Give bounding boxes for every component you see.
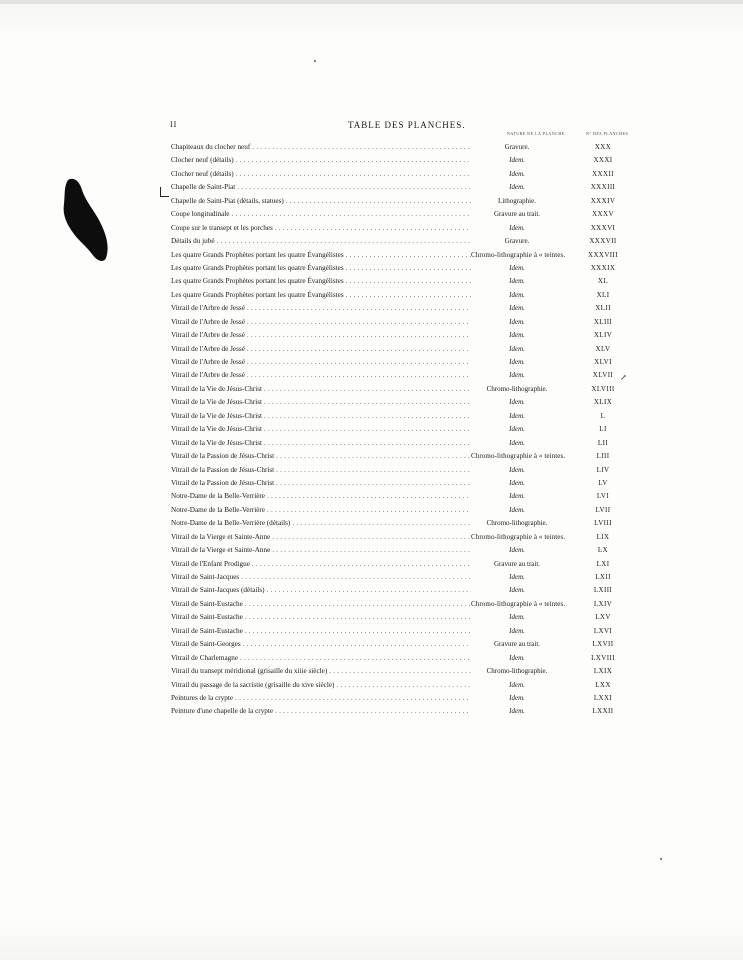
table-row: [171, 249, 621, 262]
plate-nature: Idem.: [509, 263, 525, 272]
plate-number: LXII: [595, 573, 611, 581]
table-row: [171, 222, 621, 235]
plate-title: Détails du jubé . . .: [171, 235, 471, 248]
table-row: [171, 369, 621, 382]
plate-number: XLVII: [592, 371, 614, 380]
plate-number: XLIII: [593, 317, 613, 326]
table-row: [171, 490, 621, 503]
plate-nature: Chromo-lithographie.: [486, 667, 548, 676]
table-row: [171, 383, 621, 396]
plate-number: LXV: [595, 613, 611, 622]
plate-number: LVIII: [594, 519, 612, 528]
plate-number: XXXVIII: [587, 250, 618, 259]
table-row: [171, 262, 621, 275]
plate-nature: Chromo-lithographie à « teintes.: [471, 532, 566, 541]
plate-number: LXI: [596, 559, 610, 568]
table-row: [171, 517, 621, 530]
table-row: [171, 316, 621, 329]
plate-title: Les quatre Grands Prophètes portant les quatre Évangélistes . . .: [171, 249, 471, 262]
plate-number: XLII: [595, 304, 611, 313]
plate-nature: Idem.: [509, 183, 525, 192]
plate-nature: Idem.: [509, 626, 525, 635]
plate-nature: Idem.: [509, 546, 525, 555]
table-row: [171, 464, 621, 477]
plate-number: LXVII: [592, 640, 614, 649]
plate-title: Notre-Dame de la Belle-Verrière . . .: [171, 504, 471, 517]
plate-nature: Idem.: [509, 344, 525, 353]
plate-title: Vitrail de Charlemagne . . .: [171, 652, 471, 665]
plate-title: Vitrail de la Passion de Jésus-Christ . . .: [171, 464, 471, 477]
plate-nature: Idem.: [509, 693, 525, 702]
table-row: [171, 531, 621, 544]
plate-number: LXIII: [593, 586, 613, 595]
plate-nature: Idem.: [509, 505, 525, 514]
table-row: [171, 302, 621, 315]
table-row: [171, 625, 621, 638]
plate-title: Peinture d'une chapelle de la crypte . . .: [171, 705, 471, 718]
plate-nature: Idem.: [509, 290, 525, 299]
plate-number: LV: [598, 478, 608, 487]
plate-title: Vitrail du passage de la sacristie (grisaille du xive siècle) . . .: [171, 679, 471, 692]
plate-title: Vitrail de la Vierge et Sainte-Anne . . .: [171, 531, 471, 544]
plate-nature: Idem.: [509, 371, 525, 380]
plate-nature: Chromo-lithographie à « teintes.: [471, 250, 566, 259]
column-header-number: N° DES PLANCHES: [586, 131, 629, 136]
margin-bracket-mark: [160, 187, 169, 197]
plate-nature: Idem.: [509, 398, 525, 407]
table-row: [171, 343, 621, 356]
plate-nature: Idem.: [509, 478, 525, 487]
table-row: [171, 235, 621, 248]
table-row: [171, 544, 621, 557]
table-row: [171, 611, 621, 624]
page-header: [170, 118, 620, 132]
plate-nature: Idem.: [509, 223, 525, 232]
table-row: [171, 289, 621, 302]
table-row: [171, 477, 621, 490]
plate-nature: Gravure.: [504, 143, 530, 151]
plate-number: XLI: [596, 290, 610, 299]
plate-nature: Gravure au trait.: [493, 559, 541, 568]
plate-title: Vitrail de la Vie de Jésus-Christ . . .: [171, 437, 471, 450]
plate-nature: Idem.: [509, 277, 525, 286]
table-row: [171, 450, 621, 463]
plate-number: XXXVI: [590, 223, 616, 232]
plate-title: Vitrail de l'Arbre de Jessé . . .: [171, 302, 471, 315]
plate-title: Notre-Dame de la Belle-Verrière . . .: [171, 490, 471, 503]
plate-nature: Idem.: [509, 156, 525, 165]
plate-title: Vitrail de Saint-Jacques . . .: [171, 571, 471, 584]
plate-number: LIV: [596, 465, 610, 474]
table-row: [171, 423, 621, 436]
plate-number: XXXIII: [590, 183, 616, 192]
table-row: [171, 652, 621, 665]
paper-speck: [660, 858, 662, 860]
plate-title: Vitrail de l'Arbre de Jessé . . .: [171, 356, 471, 369]
plate-title: Les quatre Grands Prophètes portant les quatre Évangélistes . . .: [171, 262, 471, 275]
plate-title: Les quatre Grands Prophètes portant les quatre Évangélistes . . .: [171, 275, 471, 288]
table-row: [171, 504, 621, 517]
plate-nature: Idem.: [509, 425, 525, 434]
plate-number: LXIX: [593, 667, 613, 676]
page-number: II: [170, 120, 178, 129]
plate-number: XL: [597, 277, 609, 286]
table-row: [171, 410, 621, 423]
column-header-nature: NATURE DE LA PLANCHE: [507, 131, 565, 136]
plate-nature: Gravure.: [504, 237, 530, 246]
plate-nature: Idem.: [509, 169, 525, 178]
table-row: [171, 356, 621, 369]
plate-title: Vitrail de l'Enfant Prodigue . . .: [171, 558, 471, 571]
plate-number: LX: [597, 546, 609, 555]
plate-number: LXIV: [593, 599, 613, 608]
plate-title: Vitrail de Saint-Eustache . . .: [171, 598, 471, 611]
plate-number: LXXII: [592, 707, 614, 716]
plate-title: Vitrail de la Passion de Jésus-Christ . . .: [171, 477, 471, 490]
paper-edge: [0, 0, 743, 4]
plate-number: LIII: [596, 452, 610, 461]
plate-title: Vitrail de l'Arbre de Jessé . . .: [171, 316, 471, 329]
plate-title: Clocher neuf (détails) . . .: [171, 168, 471, 181]
table-row: [171, 437, 621, 450]
table-row: [171, 329, 621, 342]
paper-speck: [314, 60, 316, 62]
plate-title: Coupe longitudinale . . .: [171, 208, 471, 221]
plate-number: LXXI: [593, 693, 613, 702]
plate-number: XLIV: [593, 331, 613, 340]
plate-number: LVI: [596, 492, 610, 501]
plate-number: XXXV: [592, 210, 614, 219]
table-row: [171, 584, 621, 597]
plate-title: Chapelle de Saint-Piat (détails, statues) . . .: [171, 195, 471, 208]
plate-title: Chapelle de Saint-Piat . . .: [171, 181, 471, 194]
plate-title: Vitrail de l'Arbre de Jessé . . .: [171, 369, 471, 382]
plate-nature: Idem.: [509, 653, 525, 662]
plate-number: LII: [597, 438, 609, 447]
plate-title: Vitrail de Saint-Eustache . . .: [171, 611, 471, 624]
table-row: [171, 208, 621, 221]
plate-nature: Idem.: [509, 586, 525, 595]
plate-number: LXX: [595, 680, 611, 689]
plate-nature: Idem.: [509, 707, 525, 716]
plate-number: XLVI: [594, 358, 612, 366]
plate-number: XLIX: [593, 398, 613, 407]
plate-nature: Idem.: [509, 304, 525, 313]
plate-number: LIX: [596, 532, 610, 541]
margin-tick-mark: ↗: [620, 373, 627, 382]
table-row: [171, 558, 621, 571]
table-row: [171, 396, 621, 409]
table-row: [171, 665, 621, 678]
plate-title: Clocher neuf (détails) . . .: [171, 154, 471, 167]
plate-nature: Idem.: [509, 613, 525, 622]
plate-nature: Chromo-lithographie à « teintes.: [471, 599, 566, 608]
plate-nature: Idem.: [509, 331, 525, 340]
plate-nature: Idem.: [509, 411, 525, 420]
plate-nature: Idem.: [509, 438, 525, 447]
plate-nature: Idem.: [509, 358, 525, 366]
plate-title: Notre-Dame de la Belle-Verrière (détails) . . .: [171, 517, 471, 530]
plate-number: XXXIX: [590, 263, 616, 272]
table-row: [171, 154, 621, 167]
plate-number: LI: [599, 425, 607, 434]
plate-nature: Gravure au trait.: [493, 210, 541, 219]
table-row: [171, 638, 621, 651]
plate-number: XLV: [595, 344, 611, 353]
table-row: [171, 679, 621, 692]
plate-number: LXVI: [593, 626, 613, 635]
plate-title: Vitrail de Saint-Jacques (détails) . . .: [171, 584, 471, 597]
table-row: [171, 692, 621, 705]
plate-number: L: [600, 411, 606, 420]
plate-number: LXVIII: [591, 653, 615, 662]
plate-nature: Chromo-lithographie à « teintes.: [471, 452, 566, 461]
plate-nature: Idem.: [509, 573, 525, 581]
plate-title: Vitrail du transept méridional (grisaille du xiiie siècle) . . .: [171, 665, 471, 678]
plate-nature: Idem.: [509, 317, 525, 326]
table-row: [171, 705, 621, 718]
plate-title: Vitrail de la Vie de Jésus-Christ . . .: [171, 396, 471, 409]
page-title: TABLE DES PLANCHES.: [348, 120, 466, 130]
plate-title: Vitrail de l'Arbre de Jessé . . .: [171, 343, 471, 356]
plate-number: XXX: [594, 143, 612, 151]
table-row: [171, 195, 621, 208]
plates-table: [171, 141, 621, 719]
plate-number: XXXVII: [589, 237, 617, 246]
plate-title: Coupe sur le transept et les porches . . .: [171, 222, 471, 235]
plate-nature: Idem.: [509, 465, 525, 474]
plate-nature: Gravure au trait.: [493, 640, 541, 649]
plate-title: Vitrail de la Vie de Jésus-Christ . . .: [171, 410, 471, 423]
plate-title: Vitrail de la Passion de Jésus-Christ . . .: [171, 450, 471, 463]
plate-number: XLVIII: [591, 384, 615, 393]
table-row: [171, 141, 621, 154]
table-row: [171, 181, 621, 194]
plate-nature: Chromo-lithographie.: [486, 519, 548, 528]
plate-title: Vitrail de Saint-Georges . . .: [171, 638, 471, 651]
plate-number: LVII: [595, 505, 611, 514]
plate-title: Vitrail de l'Arbre de Jessé . . .: [171, 329, 471, 342]
plate-nature: Chromo-lithographie.: [486, 384, 548, 393]
plate-title: Vitrail de Saint-Eustache . . .: [171, 625, 471, 638]
table-row: [171, 598, 621, 611]
plate-number: XXXII: [592, 169, 614, 178]
ink-blot-stain: [60, 176, 110, 264]
plate-nature: Idem.: [509, 492, 525, 501]
plate-number: XXXIV: [590, 196, 616, 205]
plate-title: Vitrail de la Vierge et Sainte-Anne . . .: [171, 544, 471, 557]
plate-title: Peintures de la crypte . . .: [171, 692, 471, 705]
plate-nature: Idem.: [509, 680, 525, 689]
plate-title: Chapiteaux du clocher neuf . . .: [171, 141, 471, 154]
plate-title: Les quatre Grands Prophètes portant les quatre Évangélistes . . .: [171, 289, 471, 302]
table-row: [171, 571, 621, 584]
plate-nature: Lithographie.: [498, 196, 536, 205]
plate-title: Vitrail de la Vie de Jésus-Christ . . .: [171, 383, 471, 396]
plate-number: XXXI: [593, 156, 613, 165]
table-row: [171, 168, 621, 181]
table-row: [171, 275, 621, 288]
plate-title: Vitrail de la Vie de Jésus-Christ . . .: [171, 423, 471, 436]
